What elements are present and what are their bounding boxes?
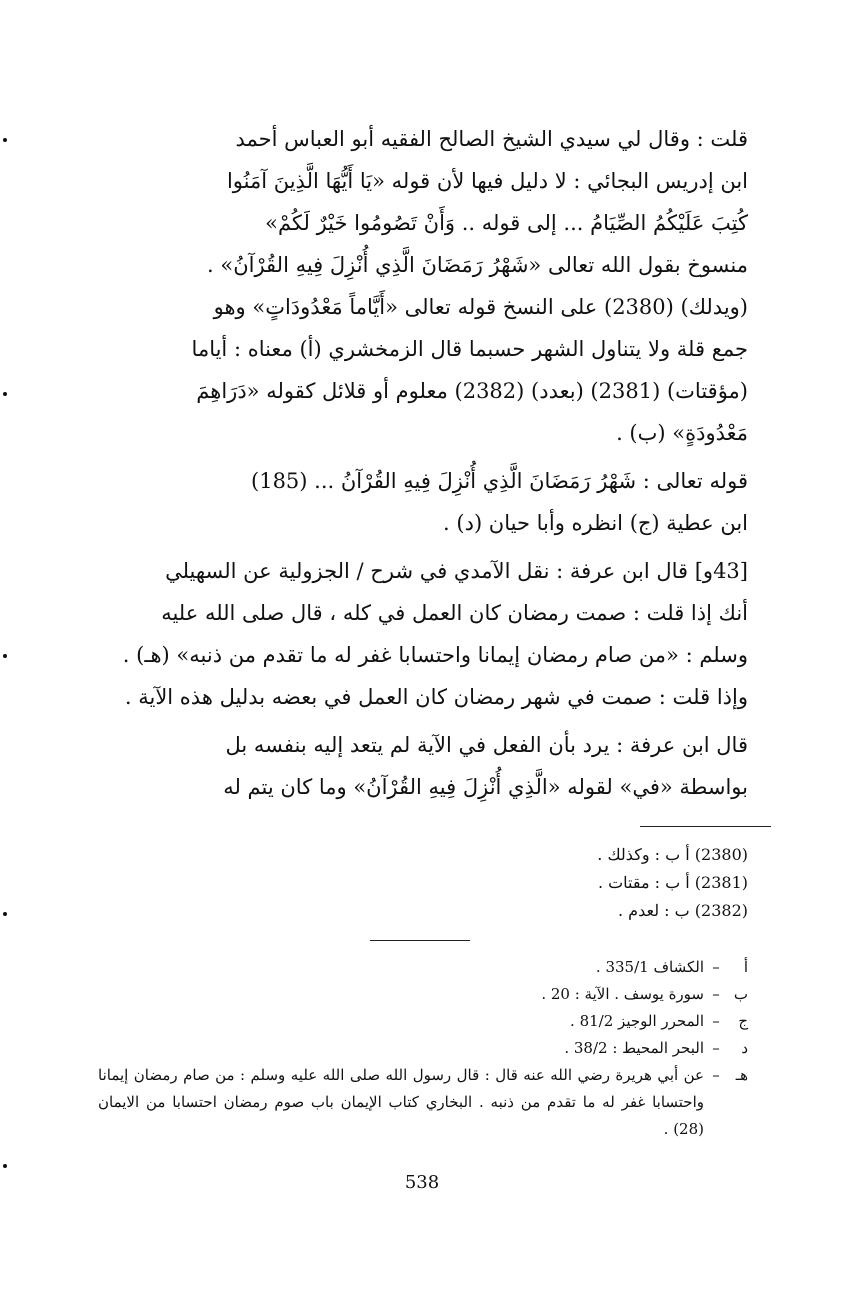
reference-item xyxy=(98,1008,748,1035)
text-line: ابن إدريس البجائي : لا دليل فيها لأن قوله «يَا أَيُّهَا الَّذِينَ آمَنُوا xyxy=(226,169,748,193)
reference-item xyxy=(98,981,748,1008)
references-divider xyxy=(370,940,470,941)
reference-text: البحر المحيط : 38/2 . xyxy=(564,1039,704,1057)
text-line: جمع قلة ولا يتناول الشهر حسبما قال الزمخشري (أ) معناه : أياما xyxy=(191,337,748,361)
footnote: (2380) أ ب : وكذلك . xyxy=(597,845,748,864)
text-line: قال ابن عرفة : يرد بأن الفعل في الآية لم يتعد إليه بنفسه بل xyxy=(225,733,748,757)
reference-dash: – xyxy=(712,958,720,976)
reference-dash: – xyxy=(712,1012,720,1030)
reference-letter: د xyxy=(741,1039,748,1057)
text-line: كُتِبَ عَلَيْكُمُ الصِّيَامُ ... إلى قوله .. وَأَنْ تَصُومُوا خَيْرٌ لَكُمْ» xyxy=(265,211,748,235)
scan-mark xyxy=(3,138,7,142)
references xyxy=(98,954,748,1143)
reference-text: عن أبي هريرة رضي الله عنه قال : قال رسول الله صلى الله عليه وسلم : من صام رمضان إيمانا واحتسابا غفر له ما تقدم من ذنبه . البخاري كتاب الإيمان باب صوم رمضان احتسابا من الايمان (28) . xyxy=(98,1066,704,1138)
page-number: 538 xyxy=(404,1172,440,1193)
reference-text: الكشاف 335/1 . xyxy=(595,958,704,976)
scan-mark xyxy=(3,1164,7,1168)
reference-item xyxy=(98,1062,748,1143)
text-line: (مؤقتات) (2381) (بعدد) (2382) معلوم أو قلائل كقوله «دَرَاهِمَ xyxy=(196,379,748,403)
reference-letter: هـ xyxy=(735,1066,748,1084)
text-line: وإذا قلت : صمت في شهر رمضان كان العمل في بعضه بدليل هذه الآية . xyxy=(124,685,748,709)
reference-letter: ج xyxy=(738,1012,748,1030)
text-line: قلت : وقال لي سيدي الشيخ الصالح الفقيه أبو العباس أحمد xyxy=(235,127,748,151)
reference-dash: – xyxy=(712,985,720,1003)
text-line: ابن عطية (ج) انظره وأبا حيان (د) . xyxy=(443,511,748,535)
reference-letter: ب xyxy=(733,985,748,1003)
text-line: مَعْدُودَةٍ» (ب) . xyxy=(616,421,748,445)
reference-letter: أ xyxy=(743,958,748,976)
reference-text: سورة يوسف . الآية : 20 . xyxy=(541,985,704,1003)
reference-dash: – xyxy=(712,1066,720,1084)
scan-mark xyxy=(3,654,7,658)
footnote: (2382) ب : لعدم . xyxy=(618,901,748,920)
main-text xyxy=(96,118,748,808)
text-line: وسلم : «من صام رمضان إيمانا واحتسابا غفر له ما تقدم من ذنبه» (هـ) . xyxy=(122,643,748,667)
footnote-divider xyxy=(640,826,771,827)
verse-heading: قوله تعالى : شَهْرُ رَمَضَانَ الَّذِي أُنْزِلَ فِيهِ القُرْآنُ ... (185) xyxy=(251,469,748,493)
footnote: (2381) أ ب : مقتات . xyxy=(597,873,748,892)
text-line: أنك إذا قلت : صمت رمضان كان العمل في كله ، قال صلى الله عليه xyxy=(161,601,748,625)
text-line: [43و] قال ابن عرفة : نقل الآمدي في شرح / الجزولية عن السهيلي xyxy=(165,559,748,583)
scan-mark xyxy=(3,392,7,396)
text-line: بواسطة «في» لقوله «الَّذِي أُنْزِلَ فِيهِ القُرْآنُ» وما كان يتم له xyxy=(223,775,748,799)
text-line: (ويدلك) (2380) على النسخ قوله تعالى «أَيَّاماً مَعْدُودَاتٍ» وهو xyxy=(213,295,748,319)
reference-item xyxy=(98,954,748,981)
reference-dash: – xyxy=(712,1039,720,1057)
scan-mark xyxy=(3,912,7,916)
reference-item xyxy=(98,1035,748,1062)
text-line: منسوخ بقول الله تعالى «شَهْرُ رَمَضَانَ الَّذِي أُنْزِلَ فِيهِ القُرْآنُ» . xyxy=(207,253,748,277)
reference-text: المحرر الوجيز 81/2 . xyxy=(570,1012,704,1030)
